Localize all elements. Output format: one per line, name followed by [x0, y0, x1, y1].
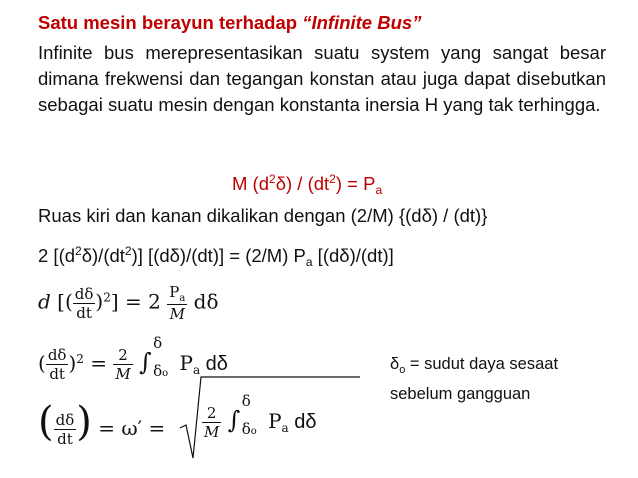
slide-title: Satu mesin berayun terhadap “Infinite Bus”: [38, 12, 422, 33]
equation-2: 2 $[(d^2\delta)/(dt^2)] [(d\delta)/(dt)] = (2/M)$ $P_a$ [(dδ)/(dt)]: [38, 244, 394, 269]
equation-5-radicand: $\frac{2}{M}$ ∫ δ δo $P_a$ dδ: [204, 392, 317, 441]
equation-4: ( $\frac{d\delta}{dt}$ )$^2$ = $\frac{2}{M}$ ∫ δ δo $P_a$ dδ: [38, 334, 228, 383]
delta-note: $\delta_o$ = sudut daya sesaat sebelum gangguan: [390, 355, 559, 403]
intro-paragraph: Infinite bus merepresentasikan suatu system yang sangat besar dimana frekwensi dan tegangan konstan atau juga dapat disebutkan sebagai suatu mesin dengan konstanta inersia H yang tak terhingga.: [38, 42, 606, 115]
swing-equation: M $(d^2\delta) / (dt^2) = P_a$: [232, 172, 383, 197]
equation-5: ( $\frac{d\delta}{dt}$ ) = ω′ =: [38, 399, 166, 448]
multiply-statement: Ruas kiri dan kanan dikalikan dengan (2/M) {(dδ) / (dt)}: [38, 205, 488, 226]
equation-3: d [( $\frac{d\delta}{dt}$ )$^2$] = 2 $\frac{P_a}{M}$ dδ: [38, 283, 219, 323]
